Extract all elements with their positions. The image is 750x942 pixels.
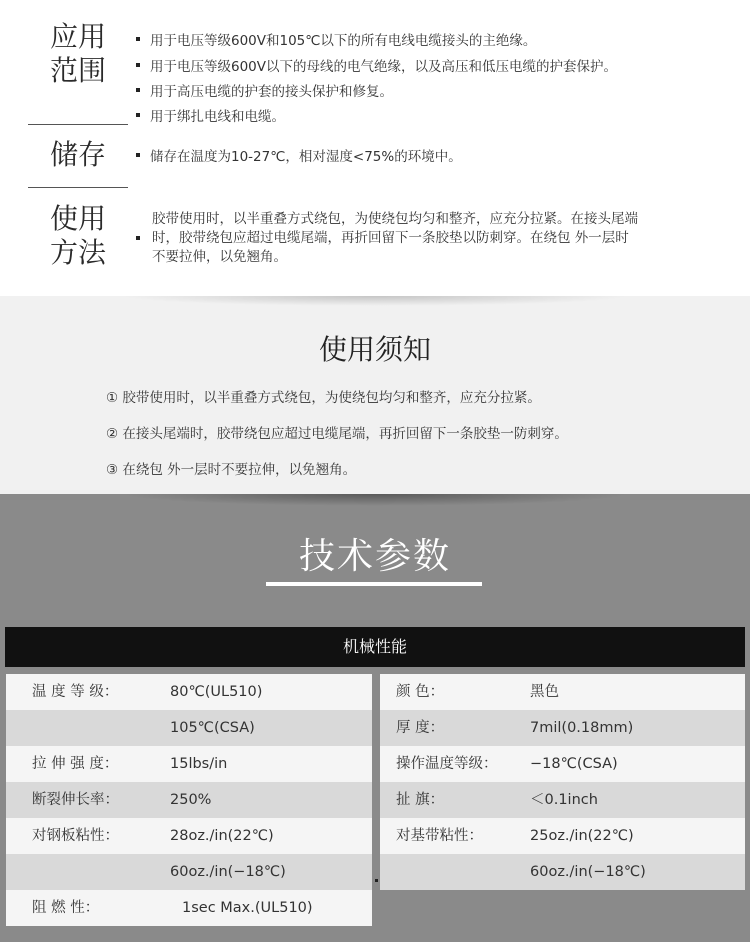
table-row: 对基带粘性： 25oz./in(22℃) xyxy=(380,818,745,854)
bullet-icon xyxy=(136,63,140,67)
bullet-icon xyxy=(136,236,140,240)
section-header: 机械性能 xyxy=(5,627,745,667)
table-row: 拉 伸 强 度： 15lbs/in xyxy=(6,746,372,782)
method-title: 使用 方法 xyxy=(49,202,106,269)
tech-title: 技术参数 xyxy=(298,536,451,577)
usage-item: 用于电压等级600V和105℃以下的所有电线电缆接头的主绝缘。 xyxy=(136,31,536,51)
title-underline xyxy=(266,582,482,586)
usage-section xyxy=(0,0,750,296)
table-row: 扯 旗： ＜0.1inch xyxy=(380,782,745,818)
usage-item: 用于绑扎电线和电缆。 xyxy=(136,107,285,127)
spec-table-right xyxy=(380,674,745,890)
bullet-icon xyxy=(136,113,140,117)
table-row: 厚 度： 7mil(0.18mm) xyxy=(380,710,745,746)
table-row: 对钢板粘性： 28oz./in(22℃) xyxy=(6,818,372,854)
storage-title: 储存 xyxy=(49,138,106,171)
notice-title: 使用须知 xyxy=(318,333,431,366)
dot-mark xyxy=(375,879,378,882)
shadow xyxy=(120,494,630,506)
usage-item: 用于高压电缆的护套的接头保护和修复。 xyxy=(136,82,393,102)
bullet-icon xyxy=(136,37,140,41)
notice-item: ① 胶带使用时，以半重叠方式绕包，为使绕包均匀和整齐，应充分拉紧。 xyxy=(106,390,541,406)
table-row: 阻 燃 性： 1sec Max.(UL510) xyxy=(6,890,372,926)
usage-title: 应用 范围 xyxy=(49,20,106,87)
table-row: 颜 色： 黑色 xyxy=(380,674,745,710)
method-text: 胶带使用时，以半重叠方式绕包，为使绕包均匀和整齐，应充分拉紧。在接头尾端 时，胶带绕包应超过电缆尾端，再折回留下一条胶垫以防刺穿。在绕包 外一层时 不要拉伸，以免翘角。 xyxy=(152,211,638,265)
shadow xyxy=(120,296,630,306)
divider xyxy=(28,187,128,188)
bullet-icon xyxy=(136,153,140,157)
notice-item: ② 在接头尾端时，胶带绕包应超过电缆尾端，再折回留下一条胶垫一防刺穿。 xyxy=(106,426,568,442)
divider xyxy=(28,124,128,125)
table-row: 60oz./in(−18℃) xyxy=(6,854,372,890)
bullet-icon xyxy=(136,88,140,92)
notice-section xyxy=(0,296,750,494)
table-row: 操作温度等级： −18℃(CSA) xyxy=(380,746,745,782)
notice-item: ③ 在绕包 外一层时不要拉伸，以免翘角。 xyxy=(106,462,357,478)
tech-section xyxy=(0,494,750,942)
table-row: 温 度 等 级： 80℃(UL510) xyxy=(6,674,372,710)
table-row: 60oz./in(−18℃) xyxy=(380,854,745,890)
table-row: 断裂伸长率： 250% xyxy=(6,782,372,818)
usage-item: 用于电压等级600V以下的母线的电气绝缘，以及高压和低压电缆的护套保护。 xyxy=(136,57,617,77)
storage-item: 储存在温度为10-27℃，相对湿度<75%的环境中。 xyxy=(136,147,462,167)
spec-table-left xyxy=(6,674,372,926)
table-row: 105℃(CSA) xyxy=(6,710,372,746)
